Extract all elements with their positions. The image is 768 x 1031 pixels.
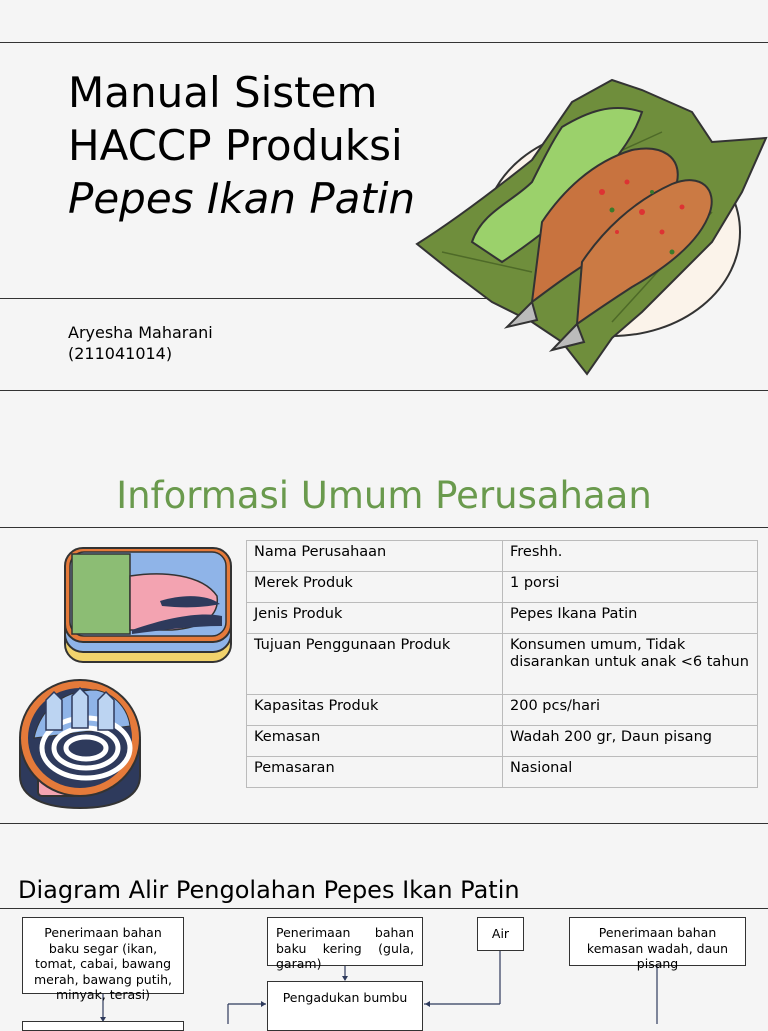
divider-section2 — [0, 527, 768, 528]
table-row — [247, 726, 758, 757]
table-cell-key: Merek Produk — [247, 572, 503, 603]
table-cell-value: Konsumen umum, Tidak disarankan untuk anak <6 tahun — [503, 634, 758, 695]
table-row — [247, 603, 758, 634]
table-row — [247, 695, 758, 726]
table-cell-key: Pemasaran — [247, 757, 503, 788]
table-cell-value: Freshh. — [503, 541, 758, 572]
table-cell-value: Wadah 200 gr, Daun pisang — [503, 726, 758, 757]
table-cell-key: Nama Perusahaan — [247, 541, 503, 572]
table-row — [247, 757, 758, 788]
table-cell-key: Jenis Produk — [247, 603, 503, 634]
flow-box-seasoning-mixing: Pengadukan bumbu — [267, 981, 423, 1031]
table-cell-value: Pepes Ikana Patin — [503, 603, 758, 634]
table-cell-value: 1 porsi — [503, 572, 758, 603]
canned-fish-icon — [62, 546, 234, 666]
title-line-2: HACCP Produksi — [68, 121, 403, 170]
table-cell-key: Tujuan Penggunaan Produk — [247, 634, 503, 695]
table-cell-value: 200 pcs/hari — [503, 695, 758, 726]
author-name: Aryesha Maharani — [68, 323, 213, 342]
author-id: (211041014) — [68, 344, 173, 363]
flow-box-fresh-ingredients: Penerimaan bahan baku segar (ikan, tomat, cabai, bawang merah, bawang putih, minyak, terasi) — [22, 917, 184, 994]
flow-box-fresh-ingredients-next — [22, 1021, 184, 1031]
flow-box-dry-ingredients: Penerimaan bahan baku kering (gula, garam) — [267, 917, 423, 966]
company-info-table — [246, 540, 758, 788]
divider-slide2-end — [0, 823, 768, 824]
flow-box-packaging: Penerimaan bahan kemasan wadah, daun pisang — [569, 917, 746, 966]
section-title-company-info: Informasi Umum Perusahaan — [116, 474, 652, 517]
table-row — [247, 634, 758, 695]
title-line-1: Manual Sistem — [68, 68, 378, 117]
table-row — [247, 572, 758, 603]
flow-box-water: Air — [477, 917, 524, 951]
table-row — [247, 541, 758, 572]
table-cell-key: Kapasitas Produk — [247, 695, 503, 726]
sardine-can-icon — [16, 676, 144, 810]
section-title-flow-diagram: Diagram Alir Pengolahan Pepes Ikan Patin — [18, 876, 520, 904]
title-line-3: Pepes Ikan Patin — [68, 174, 416, 223]
pepes-fish-illustration — [412, 72, 768, 378]
table-cell-key: Kemasan — [247, 726, 503, 757]
divider-top — [0, 42, 768, 43]
divider-slide1-end — [0, 390, 768, 391]
table-cell-value: Nasional — [503, 757, 758, 788]
